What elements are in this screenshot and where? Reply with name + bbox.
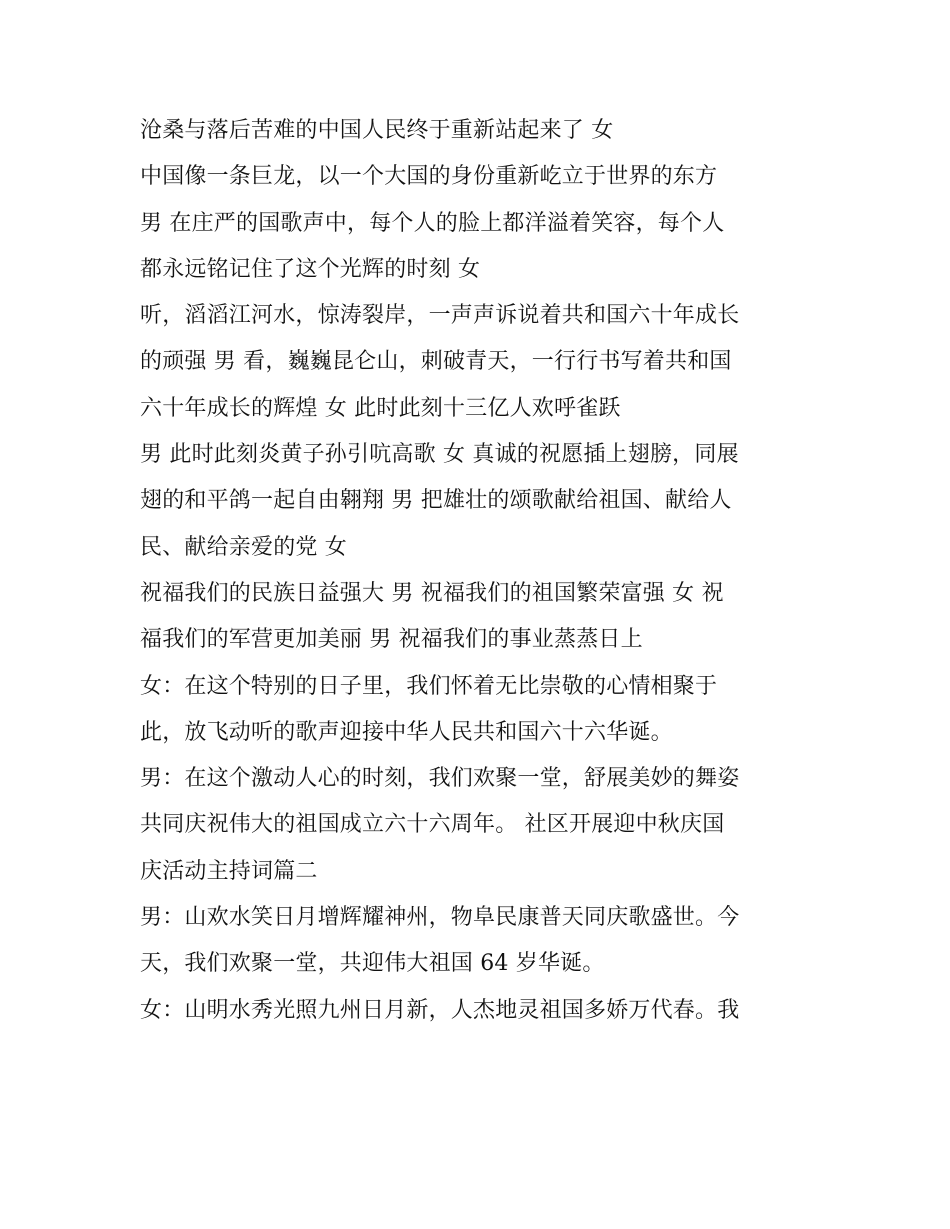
text-line: 天，我们欢聚一堂，共迎伟大祖国 64 岁华诞。 — [140, 951, 605, 977]
text-line: 男 在庄严的国歌声中，每个人的脸上都洋溢着笑容，每个人 — [140, 210, 725, 236]
text-line: 六十年成长的辉煌 女 此时此刻十三亿人欢呼雀跃 — [140, 395, 621, 421]
text-line: 男 此时此刻炎黄子孙引吭高歌 女 真诚的祝愿插上翅膀，同展 — [140, 442, 739, 468]
text-line: 中国像一条巨龙，以一个大国的身份重新屹立于世界的东方 — [140, 164, 718, 190]
text-line: 翅的和平鸽一起自由翱翔 男 把雄壮的颂歌献给祖国、献给人 — [140, 488, 732, 514]
text-line: 男：在这个激动人心的时刻，我们欢聚一堂，舒展美妙的舞姿 — [140, 766, 740, 792]
text-line: 福我们的军营更加美丽 男 祝福我们的事业蒸蒸日上 — [140, 627, 643, 653]
text-line: 听，滔滔江河水，惊涛裂岸，一声声诉说着共和国六十年成长 — [140, 303, 740, 329]
document-body — [140, 108, 830, 1034]
text-line: 的顽强 男 看，巍巍昆仑山，刺破青天，一行行书写着共和国 — [140, 349, 732, 375]
text-line: 祝福我们的民族日益强大 男 祝福我们的祖国繁荣富强 女 祝 — [140, 580, 724, 606]
text-line: 女：山明水秀光照九州日月新，人杰地灵祖国多娇万代春。我 — [140, 997, 740, 1023]
text-line: 男：山欢水笑日月增辉耀神州，物阜民康普天同庆歌盛世。今 — [140, 905, 740, 931]
text-line: 都永远铭记住了这个光辉的时刻 女 — [140, 256, 481, 282]
text-line: 此，放飞动听的歌声迎接中华人民共和国六十六华诞。 — [140, 719, 673, 745]
text-line: 沧桑与落后苦难的中国人民终于重新站起来了 女 — [140, 118, 614, 143]
text-line: 共同庆祝伟大的祖国成立六十六周年。 社区开展迎中秋庆国 — [140, 812, 725, 838]
text-line: 民、献给亲爱的党 女 — [140, 534, 347, 560]
text-line: 女：在这个特别的日子里，我们怀着无比崇敬的心情相聚于 — [140, 673, 718, 699]
text-line: 庆活动主持词篇二 — [140, 858, 318, 884]
